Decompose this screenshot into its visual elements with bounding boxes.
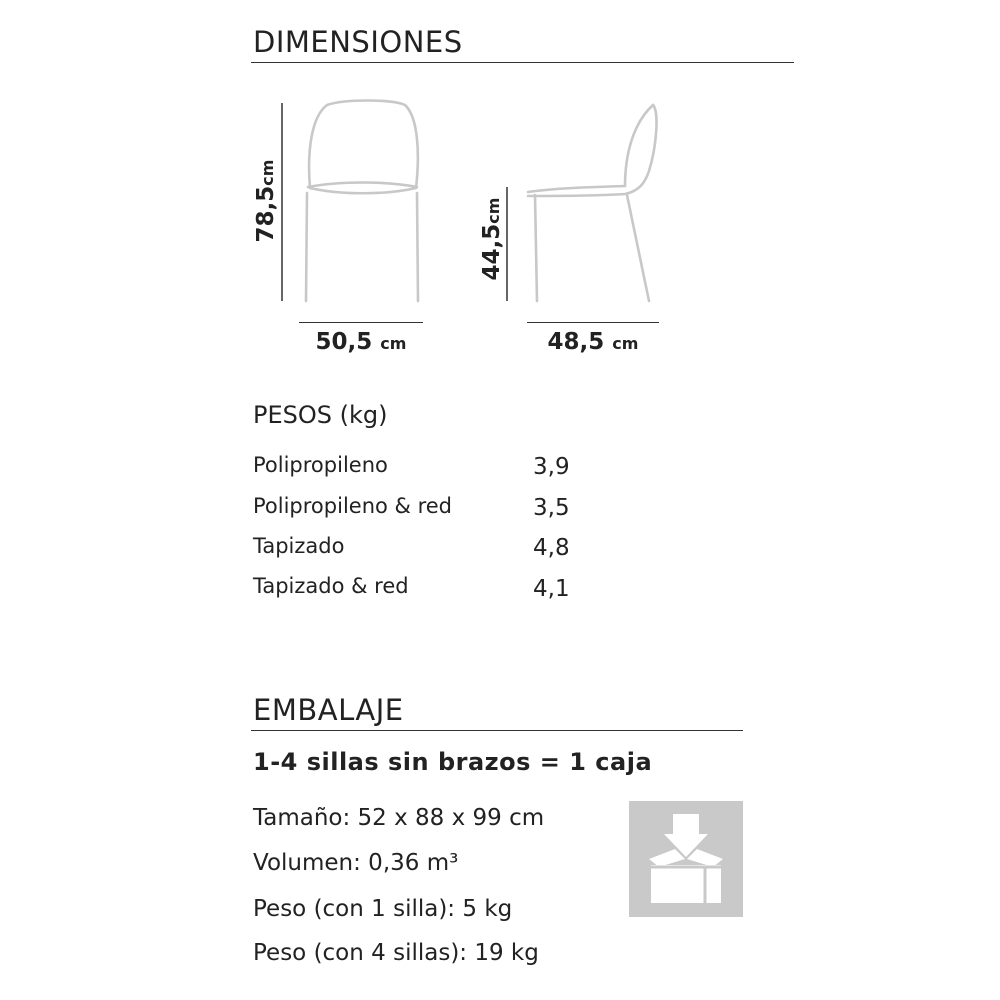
side-height-label: 44,5cm: [479, 197, 505, 281]
chair-side-outline: [528, 105, 656, 301]
packaging-weight-four: Peso (con 4 sillas): 19 kg: [253, 940, 539, 966]
weights-title: PESOS (kg): [253, 401, 388, 429]
weight-row-label: Polipropileno & red: [253, 494, 453, 518]
weight-row-value: 3,9: [533, 454, 570, 480]
packaging-title: EMBALAJE: [253, 693, 404, 727]
packaging-size: Tamaño: 52 x 88 x 99 cm: [253, 805, 545, 831]
side-depth-label: 48,5 cm: [547, 329, 639, 355]
weight-row-label: Tapizado & red: [253, 574, 409, 598]
front-height-label: 78,5cm: [253, 159, 279, 243]
chair-side-view: [495, 95, 670, 310]
front-width-label: 50,5 cm: [315, 329, 407, 355]
packaging-headline: 1-4 sillas sin brazos = 1 caja: [253, 748, 653, 776]
packaging-weight-one: Peso (con 1 silla): 5 kg: [253, 896, 513, 922]
weight-row-value: 3,5: [533, 495, 570, 521]
weight-row-value: 4,1: [533, 576, 570, 602]
dimensions-rule: [251, 62, 794, 63]
packaging-rule: [251, 730, 743, 731]
chair-front-view: [270, 95, 435, 310]
weight-row-label: Tapizado: [253, 534, 345, 558]
box-download-icon: [629, 801, 743, 917]
weight-row-value: 4,8: [533, 535, 570, 561]
packaging-volume: Volumen: 0,36 m³: [253, 850, 459, 876]
side-depth-line: [527, 322, 659, 323]
weight-row-label: Polipropileno: [253, 453, 388, 477]
chair-front-outline: [306, 101, 418, 302]
dimensions-title: DIMENSIONES: [253, 25, 463, 59]
front-width-line: [299, 322, 423, 323]
